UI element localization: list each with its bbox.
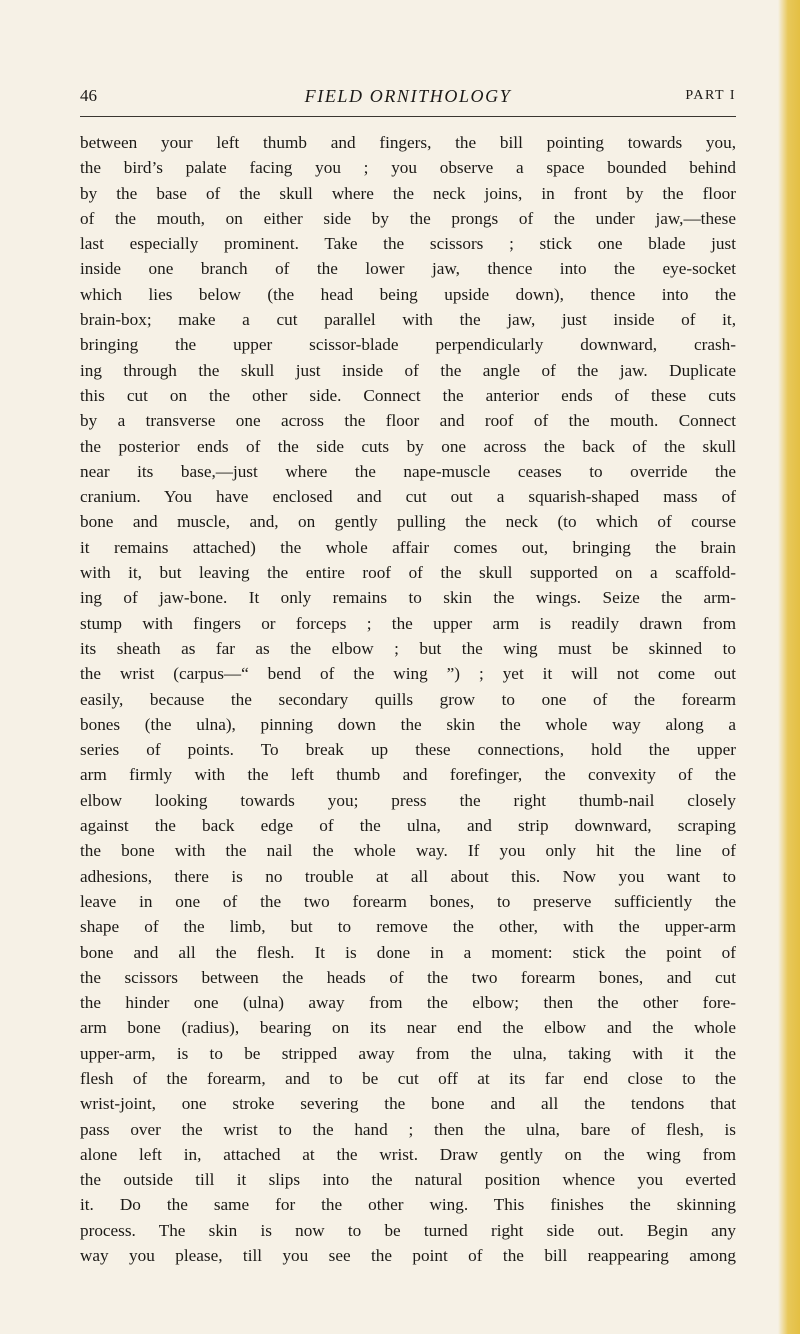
text-line: inside one branch of the lower jaw, thence into the eye-socket — [80, 259, 736, 279]
text-line: the bone with the nail the whole way. If you only hit the line of — [80, 841, 736, 861]
text-line: near its base,—just where the nape-muscle ceases to override the — [80, 461, 736, 481]
text-line: by a transverse one across the floor and roof of the mouth. Connect — [80, 411, 736, 431]
text-line: way you please, till you see the point of the bill reappearing among — [80, 1246, 736, 1266]
text-line: last especially prominent. Take the scissors ; stick one blade just — [80, 234, 736, 254]
text-line: bone and all the flesh. It is done in a moment: stick the point of — [80, 942, 736, 962]
text-line: the wrist (carpus—“ bend of the wing ”) ; yet it will not come out — [80, 664, 736, 684]
text-line: the outside till it slips into the natural position whence you everted — [80, 1170, 736, 1190]
header-rule — [80, 116, 736, 117]
part-label: PART I — [685, 88, 736, 103]
text-line: with it, but leaving the entire roof of the skull supported on a scaffold- — [80, 563, 736, 583]
text-line: brain-box; make a cut parallel with the jaw, just inside of it, — [80, 310, 736, 330]
text-line: the scissors between the heads of the two forearm bones, and cut — [80, 967, 736, 987]
body-text — [80, 130, 736, 1268]
text-line: process. The skin is now to be turned right side out. Begin any — [80, 1220, 736, 1240]
text-line: alone left in, attached at the wrist. Draw gently on the wing from — [80, 1144, 736, 1164]
text-line: leave in one of the two forearm bones, to preserve sufficiently the — [80, 891, 736, 911]
text-line: elbow looking towards you; press the right thumb-nail closely — [80, 790, 736, 810]
text-line: flesh of the forearm, and to be cut off at its far end close to the — [80, 1068, 736, 1088]
text-line: ing of jaw-bone. It only remains to skin the wings. Seize the arm- — [80, 588, 736, 608]
text-line: it. Do the same for the other wing. This finishes the skinning — [80, 1195, 736, 1215]
text-line: its sheath as far as the elbow ; but the wing must be skinned to — [80, 638, 736, 658]
text-line: arm bone (radius), bearing on its near end the elbow and the whole — [80, 1018, 736, 1038]
text-line: cranium. You have enclosed and cut out a squarish-shaped mass of — [80, 487, 736, 507]
text-line: wrist-joint, one stroke severing the bone and all the tendons that — [80, 1094, 736, 1114]
text-line: pass over the wrist to the hand ; then the ulna, bare of flesh, is — [80, 1119, 736, 1139]
text-line: the bird’s palate facing you ; you observe a space bounded behind — [80, 158, 736, 178]
text-line: shape of the limb, but to remove the other, with the upper-arm — [80, 917, 736, 937]
text-line: this cut on the other side. Connect the anterior ends of these cuts — [80, 385, 736, 405]
text-line: series of points. To break up these connections, hold the upper — [80, 740, 736, 760]
text-line: upper-arm, is to be stripped away from the ulna, taking with it the — [80, 1043, 736, 1063]
text-line: bones (the ulna), pinning down the skin the whole way along a — [80, 714, 736, 734]
page-number: 46 — [80, 86, 97, 105]
text-line: ing through the skull just inside of the angle of the jaw. Duplicate — [80, 360, 736, 380]
text-line: the posterior ends of the side cuts by one across the back of the skull — [80, 436, 736, 456]
page-edge — [778, 0, 800, 1334]
text-line: arm firmly with the left thumb and forefinger, the convexity of the — [80, 765, 736, 785]
text-line: between your left thumb and fingers, the bill pointing towards you, — [80, 133, 736, 152]
text-line: which lies below (the head being upside down), thence into the — [80, 284, 736, 304]
text-line: against the back edge of the ulna, and strip downward, scraping — [80, 816, 736, 836]
text-line: bringing the upper scissor-blade perpendicularly downward, crash- — [80, 335, 736, 355]
text-line: the hinder one (ulna) away from the elbow; then the other fore- — [80, 993, 736, 1013]
text-line: adhesions, there is no trouble at all about this. Now you want to — [80, 866, 736, 886]
running-header — [80, 86, 736, 112]
text-line: stump with fingers or forceps ; the upper arm is readily drawn from — [80, 613, 736, 633]
text-line: by the base of the skull where the neck joins, in front by the floor — [80, 183, 736, 203]
text-line: of the mouth, on either side by the prongs of the under jaw,—these — [80, 208, 736, 228]
text-line: bone and muscle, and, on gently pulling the neck (to which of course — [80, 512, 736, 532]
text-line: it remains attached) the whole affair comes out, bringing the brain — [80, 537, 736, 557]
running-title: FIELD ORNITHOLOGY — [304, 86, 512, 106]
text-line: easily, because the secondary quills grow to one of the forearm — [80, 689, 736, 709]
